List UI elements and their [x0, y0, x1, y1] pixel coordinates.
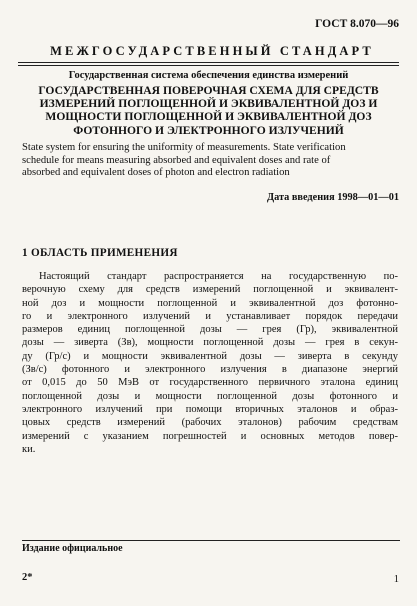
title-line: ИЗМЕРЕНИЙ ПОГЛОЩЕННОЙ И ЭКВИВАЛЕНТНОЙ ДОЗ И [39, 97, 378, 111]
interstate-standard-label: МЕЖГОСУДАРСТВЕННЫЙ СТАНДАРТ [50, 44, 374, 58]
body-line: поглощенной дозы и мощности поглощенной дозы фотонного и [22, 390, 398, 402]
body-line: Настоящий стандарт распространяется на государственную по- [39, 271, 398, 282]
body-line: ки. [22, 443, 36, 455]
standard-number: ГОСТ 8.070—96 [315, 18, 399, 30]
english-title [22, 142, 395, 180]
english-title-line: schedule for means measuring absorbed and equivalent doses and rate of [22, 154, 331, 166]
body-line: от 0,015 до 50 МэВ от государственного первичного эталона единиц [22, 377, 398, 389]
header-rule-thick [18, 62, 399, 63]
section-heading: 1 ОБЛАСТЬ ПРИМЕНЕНИЯ [22, 247, 178, 259]
title-line: ГОСУДАРСТВЕННАЯ ПОВЕРОЧНАЯ СХЕМА ДЛЯ СРЕДСТВ [38, 84, 379, 97]
title-line: ФОТОННОГО И ЭЛЕКТРОННОГО ИЗЛУЧЕНИЙ [73, 123, 344, 137]
signature-mark: 2* [22, 572, 33, 583]
footer-rule [22, 540, 400, 541]
title-line: МОЩНОСТИ ПОГЛОЩЕННОЙ И ЭКВИВАЛЕНТНОЙ ДОЗ [45, 110, 372, 124]
system-line: Государственная система обеспечения единства измерений [68, 70, 349, 81]
body-line: размеров единиц поглощенной дозы — грея (Гр), эквивалентной [22, 324, 398, 336]
body-line: цовых средств измерений (рабочих эталонов) рабочим средствам [22, 417, 398, 429]
body-line: измерений с указанием погрешностей и основных методов повер- [22, 430, 398, 442]
effective-date: Дата введения 1998—01—01 [267, 192, 399, 203]
english-title-line: absorbed and equivalent doses of photon and electron radiation [22, 167, 290, 179]
body-line: электронного излучений при помощи вторичных эталонов и образ- [22, 403, 398, 415]
header-rule-thin [18, 65, 399, 66]
body-line: ной доз и мощности поглощенной и эквивалентной доз фотонно- [22, 297, 398, 309]
english-title-line: State system for ensuring the uniformity of measurements. State verification [22, 142, 346, 153]
page-number: 1 [393, 574, 399, 585]
document-title [22, 84, 395, 137]
body-line: (Зв/с) фотонного и электронного излучения в диапазоне энергий [22, 364, 398, 376]
body-line: дозы — зиверта (Зв), мощности поглощенной дозы — грея в секун- [22, 337, 398, 349]
body-line: ду (Гр/с) и мощности эквивалентной дозы — зиверта в секунду [22, 350, 398, 362]
body-line: го и электронного излучений и устанавливает порядок передачи [22, 310, 398, 322]
body-line: верочную схему для средств измерений поглощенной и эквивалент- [22, 284, 398, 296]
section-body [22, 270, 398, 456]
official-edition-label: Издание официальное [22, 543, 123, 554]
